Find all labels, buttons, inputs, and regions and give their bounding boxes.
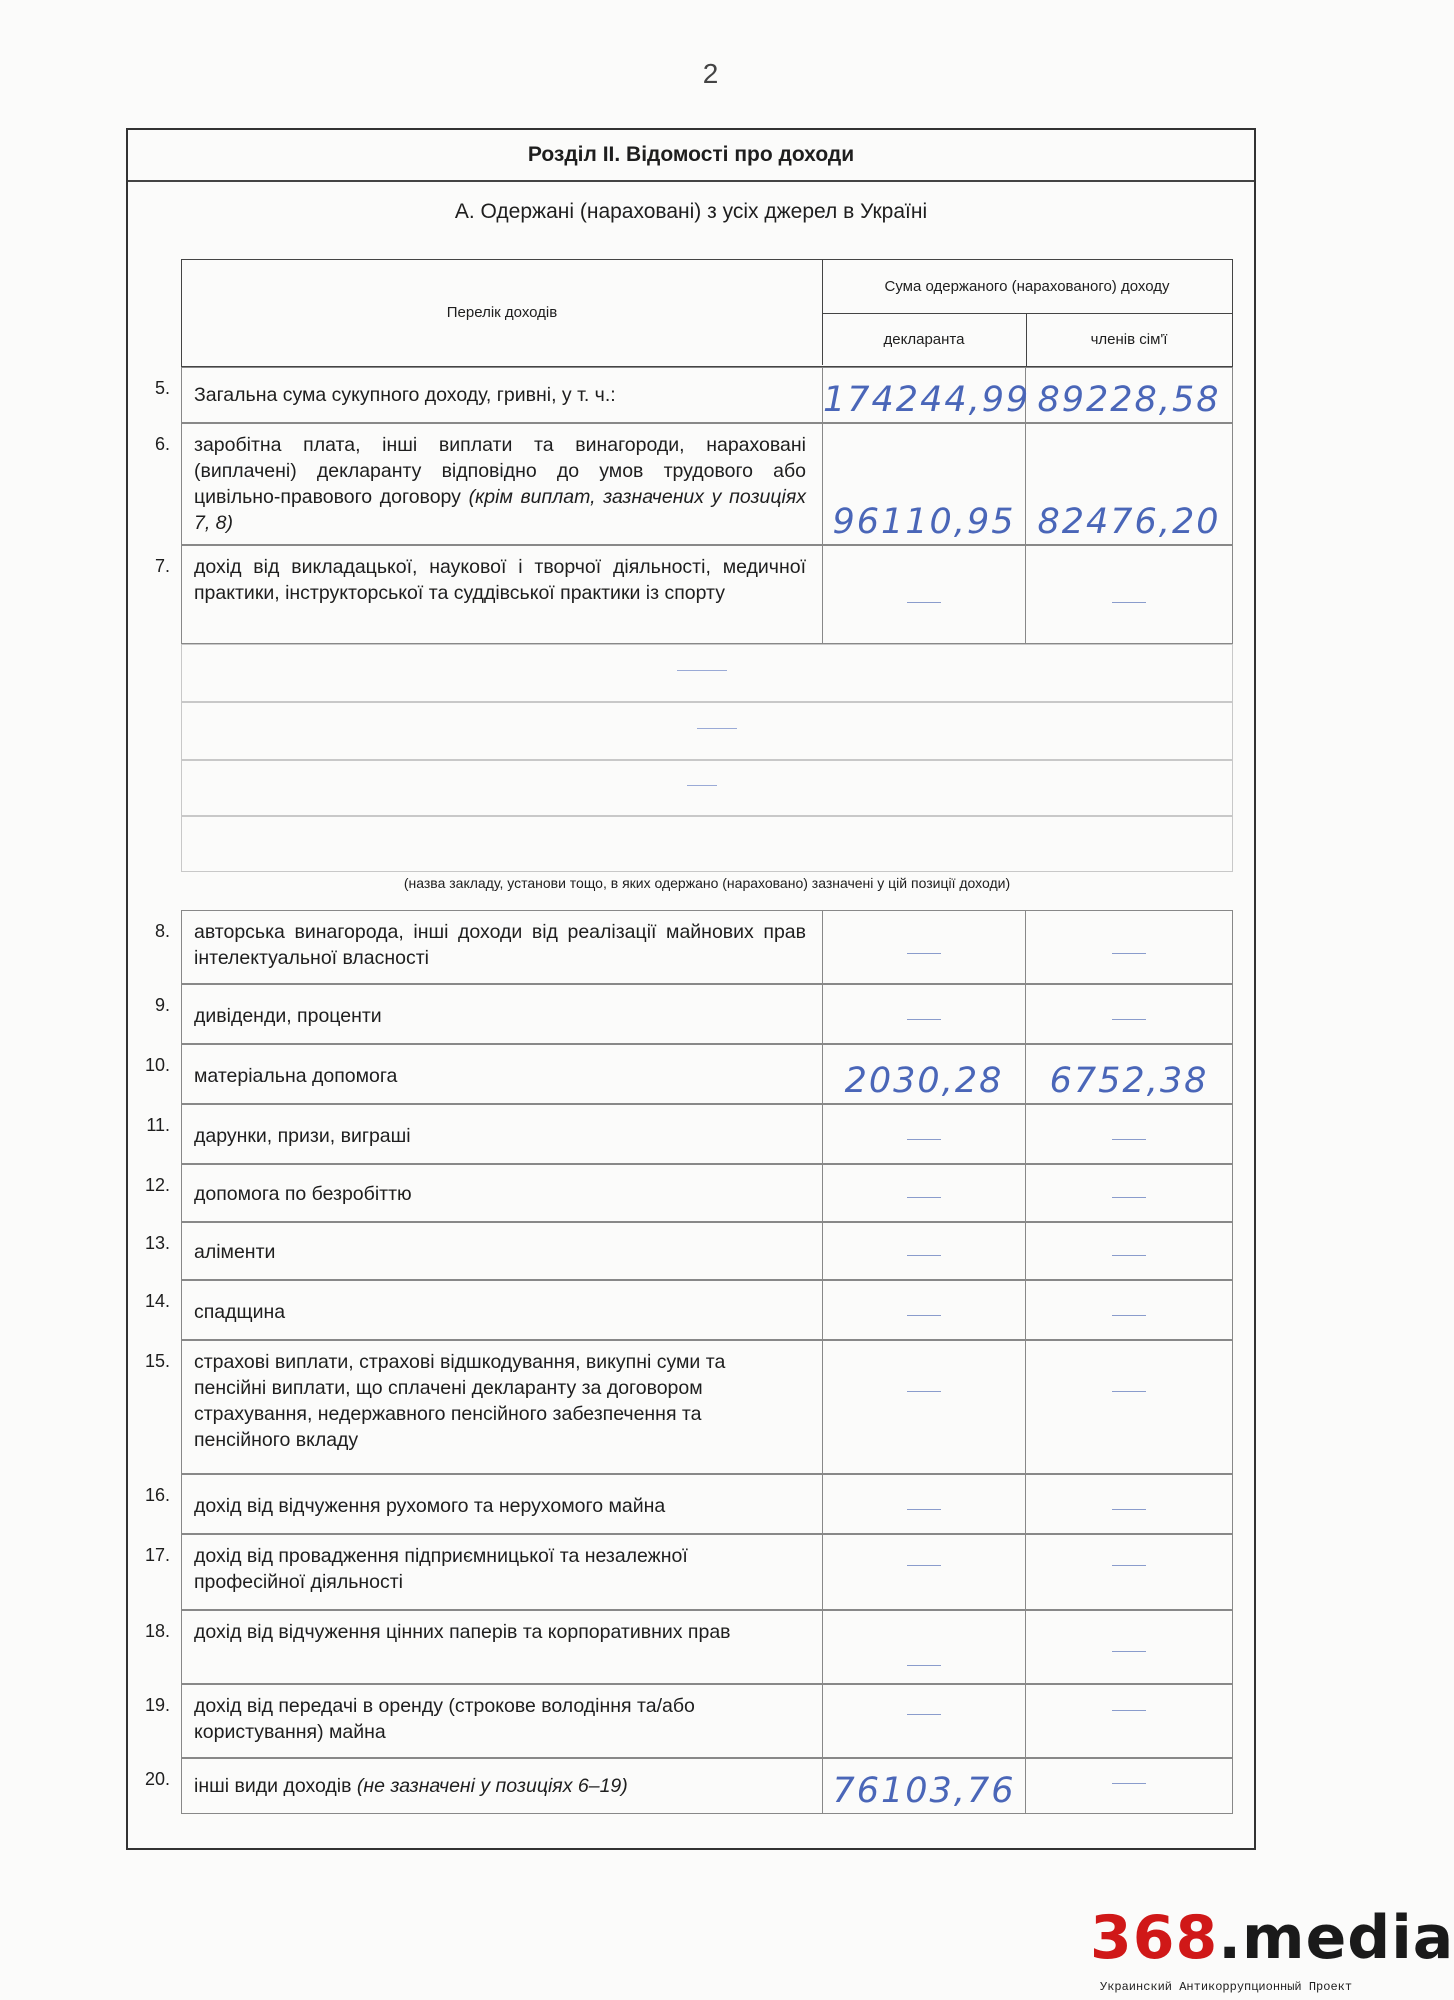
declarant-amount-cell (822, 1105, 1026, 1163)
family-amount: 82476,20 (1037, 502, 1221, 542)
table-header (181, 259, 1233, 367)
row-number: 9. (154, 995, 170, 1015)
table-row (144, 1474, 1233, 1534)
empty-dash (907, 1509, 941, 1510)
table-row (144, 1684, 1233, 1758)
declarant-amount-cell (822, 1475, 1026, 1533)
declarant-amount-cell (822, 424, 1026, 544)
empty-dash (907, 1139, 941, 1140)
declarant-amount-cell (822, 1611, 1026, 1683)
page-number: 2 (702, 58, 719, 89)
declarant-amount-cell (822, 1281, 1026, 1339)
declarant-amount-cell (822, 1685, 1026, 1757)
row-number: 15. (144, 1351, 170, 1371)
row-description: заробітна плата, інші виплати та винагороди, нараховані (виплачені) декларанту відповідно до умов трудового або цивільно-правового договору (крім виплат, зазначених у позиціях 7, 8) (194, 434, 806, 534)
table-row (154, 984, 1233, 1044)
row-number: 18. (144, 1621, 170, 1641)
row-number: 11. (146, 1115, 170, 1135)
income-section-frame (126, 128, 1256, 1850)
family-amount-cell (1026, 1535, 1232, 1609)
declarant-amount-cell (822, 1535, 1026, 1609)
empty-dash (1112, 1255, 1146, 1256)
empty-dash (907, 1665, 941, 1666)
row-description: дохід від передачі в оренду (строкове володіння та/або користування) майна (194, 1695, 695, 1743)
declarant-amount-cell (822, 368, 1031, 422)
family-amount-cell (1026, 1759, 1232, 1813)
empty-dash (907, 1714, 941, 1715)
declarant-amount: 174244,99 (823, 380, 1031, 420)
watermark-subtitle: Украинский Антикоррупционный Проект (1100, 1980, 1353, 1994)
declarant-amount-cell (822, 1165, 1026, 1221)
institution-note: (назва закладу, установи тощо, в яких одержано (нараховано) зазначені у цій позиції доходи) (403, 875, 1011, 891)
table-row (144, 1340, 1233, 1474)
row-number: 19. (144, 1695, 170, 1715)
row-description: дохід від провадження підприємницької та незалежної професійної діяльності (194, 1545, 688, 1593)
table-row (154, 367, 1233, 423)
table-row (154, 910, 1233, 984)
empty-dash (1112, 953, 1146, 954)
table-row (144, 1610, 1233, 1684)
table-row (144, 1534, 1233, 1610)
family-amount: 6752,38 (1049, 1061, 1209, 1101)
family-amount-cell (1026, 1475, 1232, 1533)
row-description: Загальна сума сукупного доходу, гривні, у т. ч.: (194, 384, 616, 406)
table-row (146, 1104, 1233, 1164)
row-description: дохід від відчуження рухомого та нерухомого майна (194, 1495, 666, 1517)
empty-dash (1112, 1509, 1146, 1510)
table-row (144, 1044, 1233, 1104)
table-row (144, 1758, 1233, 1814)
table-row (144, 1164, 1233, 1222)
empty-dash (907, 602, 941, 603)
row-description: дохід від відчуження цінних паперів та корпоративних прав (194, 1621, 731, 1643)
row-number: 14. (144, 1291, 170, 1311)
institution-line (181, 760, 1233, 816)
institution-line (181, 816, 1233, 872)
family-amount-cell (1026, 1685, 1232, 1757)
empty-dash (1112, 1019, 1146, 1020)
family-amount-cell (1026, 1105, 1232, 1163)
row-description: матеріальна допомога (194, 1065, 398, 1087)
row-number: 10. (144, 1055, 170, 1075)
table-row (154, 423, 1233, 545)
family-amount-cell (1026, 1611, 1232, 1683)
empty-dash (907, 1391, 941, 1392)
table-row (144, 1280, 1233, 1340)
family-amount-cell (1026, 1281, 1232, 1339)
row-description: дарунки, призи, виграші (194, 1125, 411, 1147)
family-amount-cell (1026, 1223, 1232, 1279)
declarant-amount-cell (822, 546, 1026, 643)
declarant-amount: 2030,28 (844, 1061, 1004, 1101)
row-description: страхові виплати, страхові відшкодування, викупні суми та пенсійні виплати, що сплачені декларанту за договором страхування, недержавного пенсійного забезпечення та пенсійного вкладу (194, 1351, 726, 1451)
row-description: дивіденди, проценти (194, 1005, 382, 1027)
section-title: Розділ ІІ. Відомості про доходи (128, 130, 1254, 182)
institution-line (181, 644, 1233, 702)
header-income-list: Перелік доходів (182, 260, 823, 365)
header-declarant: декларанта (822, 313, 1027, 366)
empty-dash (907, 953, 941, 954)
row-number: 16. (144, 1485, 170, 1505)
row-number: 13. (144, 1233, 170, 1253)
table-row (144, 1222, 1233, 1280)
empty-dash (1112, 1783, 1146, 1784)
empty-dash (907, 1019, 941, 1020)
empty-dash (907, 1255, 941, 1256)
row-description: дохід від викладацької, наукової і творчої діяльності, медичної практики, інструкторської та суддівської практики із спорту (194, 556, 806, 604)
empty-dash (1112, 1651, 1146, 1652)
declarant-amount-cell (822, 1341, 1026, 1473)
section-subtitle: А. Одержані (нараховані) з усіх джерел в Україні (454, 200, 928, 223)
row-description: авторська винагорода, інші доходи від реалізації майнових прав інтелектуальної власності (194, 921, 806, 969)
empty-dash (907, 1315, 941, 1316)
family-amount: 89228,58 (1037, 380, 1221, 420)
institution-line (181, 702, 1233, 760)
declarant-amount-cell (822, 1759, 1026, 1813)
row-description: інші види доходів (не зазначені у позиціях 6–19) (194, 1775, 628, 1797)
empty-dash (1112, 1710, 1146, 1711)
row-number: 5. (154, 378, 170, 398)
empty-dash (1112, 1565, 1146, 1566)
row-description: спадщина (194, 1301, 286, 1323)
empty-dash (907, 1197, 941, 1198)
declarant-amount: 96110,95 (832, 502, 1016, 542)
header-family: членів сім'ї (1090, 331, 1168, 348)
declarant-amount-cell (822, 911, 1026, 983)
row-number: 6. (154, 434, 170, 454)
family-amount-cell (1026, 368, 1232, 422)
empty-dash (1112, 602, 1146, 603)
row-number: 7. (154, 556, 170, 576)
watermark-logo: 368.media (1090, 1903, 1454, 1973)
row-number: 8. (154, 921, 170, 941)
row-description: допомога по безробіттю (194, 1183, 412, 1205)
empty-dash (1112, 1139, 1146, 1140)
declarant-amount-cell (822, 1223, 1026, 1279)
declarant-amount-cell (822, 985, 1026, 1043)
family-amount-cell (1026, 985, 1232, 1043)
empty-dash (1112, 1391, 1146, 1392)
family-amount-cell (1026, 911, 1232, 983)
family-amount-cell (1026, 546, 1232, 643)
table-row (154, 545, 1233, 644)
family-amount-cell (1026, 1045, 1232, 1103)
declarant-amount: 76103,76 (832, 1771, 1016, 1811)
empty-dash (1112, 1315, 1146, 1316)
row-number: 20. (144, 1769, 170, 1789)
family-amount-cell (1026, 1165, 1232, 1221)
row-number: 12. (144, 1175, 170, 1195)
declarant-amount-cell (822, 1045, 1026, 1103)
empty-dash (1112, 1197, 1146, 1198)
family-amount-cell (1026, 424, 1232, 544)
header-income-sum: Сума одержаного (нарахованого) доходу (822, 260, 1232, 314)
empty-dash (907, 1565, 941, 1566)
row-number: 17. (144, 1545, 170, 1565)
row-description: аліменти (194, 1241, 276, 1263)
family-amount-cell (1026, 1341, 1232, 1473)
